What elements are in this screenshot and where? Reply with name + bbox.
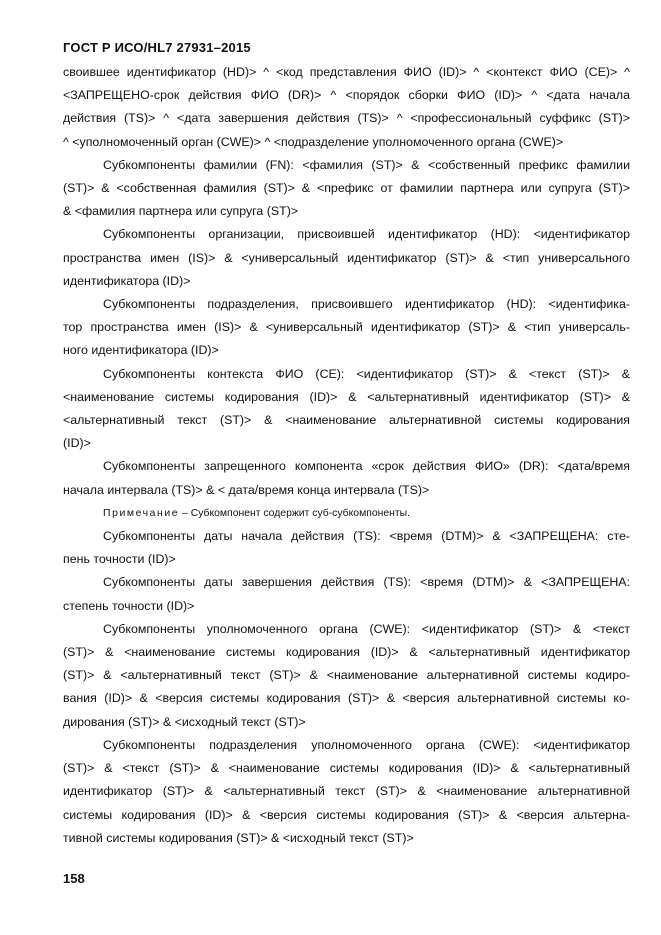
document-body bbox=[63, 61, 630, 850]
text-line: & <фамилия партнера или супруга (ST)> bbox=[63, 204, 299, 219]
paragraph-start: Субкомпоненты фамилии (FN): <фамилия (ST)> & <собственный префикс фамилии bbox=[103, 157, 630, 172]
text-line: (ST)> & <наименование системы кодирования (ID)> & <альтернативный идентификатор bbox=[63, 645, 630, 660]
text-line: тивной системы кодирования (ST)> & <исходный текст (ST)> bbox=[63, 830, 414, 845]
text-line: (ST)> & <альтернативный текст (ST)> & <наименование альтернативной системы кодиро- bbox=[63, 668, 630, 683]
text-line: степень точности (ID)> bbox=[63, 598, 195, 613]
note-label: Примечание bbox=[103, 507, 180, 519]
text-line: (ST)> & <текст (ST)> & <наименование системы кодирования (ID)> & <альтернативный bbox=[63, 761, 630, 776]
text-line: идентификатор (ST)> & <альтернативный текст (ST)> & <наименование альтернативной bbox=[63, 784, 630, 799]
paragraph-start: Субкомпоненты подразделения, присвоившего идентификатор (HD): <идентифика- bbox=[103, 297, 630, 312]
paragraph-start: Субкомпоненты уполномоченного органа (CWE): <идентификатор (ST)> & <текст bbox=[103, 621, 630, 636]
text-line: (ID)> bbox=[63, 436, 91, 451]
text-line: (ST)> & <собственная фамилия (ST)> & <префикс от фамилии партнера или супруга (ST)> bbox=[63, 181, 630, 196]
page-number: 158 bbox=[63, 871, 85, 886]
text-line: ного идентификатора (ID)> bbox=[63, 343, 219, 358]
text-line: пень точности (ID)> bbox=[63, 552, 176, 567]
text-line: <альтернативный текст (ST)> & <наименование альтернативной системы кодирования bbox=[63, 413, 630, 428]
paragraph-start: Субкомпоненты даты завершения действия (TS): <время (DTM)> & <ЗАПРЕЩЕНА: bbox=[103, 575, 630, 590]
text-line: пространства имен (IS)> & <универсальный идентификатор (ST)> & <тип универсального bbox=[63, 250, 630, 265]
paragraph-start: Субкомпоненты подразделения уполномоченного органа (CWE): <идентификатор bbox=[103, 737, 630, 752]
text-line: вания (ID)> & <версия системы кодирования (ST)> & <версия альтернативной системы ко- bbox=[63, 691, 630, 706]
note-text: – Субкомпонент содержит суб-субкомпоненты. bbox=[179, 507, 410, 519]
text-line: начала интервала (TS)> & < дата/время конца интервала (TS)> bbox=[63, 482, 430, 497]
paragraph-start: Субкомпоненты организации, присвоившей идентификатор (HD): <идентификатор bbox=[103, 227, 630, 242]
document-header: ГОСТ Р ИСО/HL7 27931–2015 bbox=[63, 40, 251, 55]
text-line: системы кодирования (ID)> & <версия системы кодирования (ST)> & <версия альтерна- bbox=[63, 807, 630, 822]
text-line: идентификатора (ID)> bbox=[63, 273, 191, 288]
text-line: действия (TS)> ^ <дата завершения действия (TS)> ^ <профессиональный суффикс (ST)> bbox=[63, 111, 630, 126]
text-line: тор пространства имен (IS)> & <универсальный идентификатор (ST)> & <тип универсаль- bbox=[63, 320, 630, 335]
text-line: ^ <уполномоченный орган (CWE)> ^ <подразделение уполномоченного органа (CWE)> bbox=[63, 134, 564, 149]
note bbox=[63, 502, 630, 525]
text-line: <наименование системы кодирования (ID)> & <альтернативный идентификатор (ST)> & bbox=[63, 389, 630, 404]
text-line: <ЗАПРЕЩЕНО-срок действия ФИО (DR)> ^ <порядок сборки ФИО (ID)> ^ <дата начала bbox=[63, 88, 630, 103]
paragraph-start: Субкомпоненты даты начала действия (TS): <время (DTM)> & <ЗАПРЕЩЕНА: сте- bbox=[103, 529, 630, 544]
text-line: своившее идентификатор (HD)> ^ <код представления ФИО (ID)> ^ <контекст ФИО (CE)> ^ bbox=[63, 65, 630, 79]
paragraph-start: Субкомпоненты запрещенного компонента «срок действия ФИО» (DR): <дата/время bbox=[103, 459, 630, 474]
text-line: дирования (ST)> & <исходный текст (ST)> bbox=[63, 714, 306, 729]
paragraph-start: Субкомпоненты контекста ФИО (CE): <идентификатор (ST)> & <текст (ST)> & bbox=[103, 366, 630, 381]
